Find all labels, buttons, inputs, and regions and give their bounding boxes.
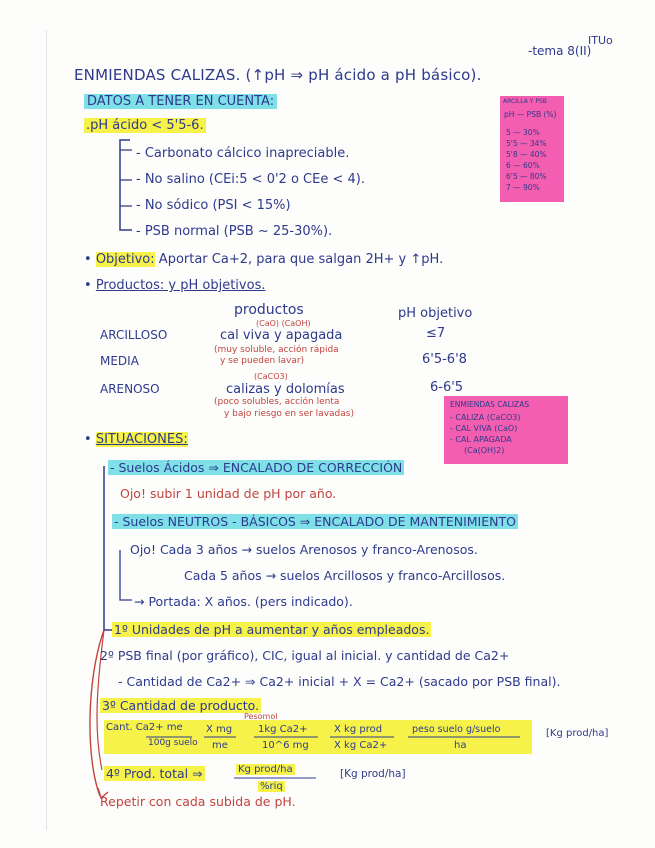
step-3-text: 3º Cantidad de producto. bbox=[102, 698, 260, 713]
row-soil: MEDIA bbox=[100, 354, 139, 368]
situacion-neutros-cada5: Cada 5 años → suelos Arcillosos y franco-Arcillosos. bbox=[184, 568, 506, 583]
step-4-den: %riq bbox=[260, 781, 283, 792]
formula-unit: [Kg prod/ha] bbox=[546, 728, 609, 739]
row-product: calizas y dolomías bbox=[226, 382, 345, 397]
pink-note-psb-row: pH — PSB (%) bbox=[504, 110, 557, 119]
objetivo-text: Aportar Ca+2, para que salgan 2H+ y ↑pH. bbox=[158, 252, 444, 267]
col-productos: productos bbox=[234, 302, 304, 318]
page-title: ENMIENDAS CALIZAS. (↑pH ⇒ pH ácido a pH básico). bbox=[74, 66, 482, 84]
datos-heading: DATOS A TENER EN CUENTA: bbox=[84, 94, 277, 109]
step-1-text: 1º Unidades de pH a aumentar y años empleados. bbox=[114, 622, 430, 637]
formula-f2-num: X mg bbox=[206, 724, 233, 735]
formula-f2-den: me bbox=[212, 740, 228, 751]
pink-note-enmiendas-header: ENMIENDAS CALIZAS bbox=[450, 400, 530, 409]
row-tags: (CaCO3) bbox=[254, 372, 288, 381]
row-note: y se pueden lavar) bbox=[220, 356, 305, 366]
pink-note-psb-row: 5'5 — 34% bbox=[506, 139, 547, 148]
condition-item: - PSB normal (PSB ~ 25-30%). bbox=[136, 224, 333, 239]
situaciones-heading: SITUACIONES: bbox=[95, 432, 188, 447]
formula-f3-top: Pesomol bbox=[244, 712, 278, 721]
pink-note-psb-row: 6'5 — 80% bbox=[506, 172, 547, 181]
formula-f1-den: 100g suelo bbox=[148, 738, 198, 748]
pink-note-psb-row: 6 — 60% bbox=[506, 161, 540, 170]
page-ref-2: -tema 8(II) bbox=[528, 44, 592, 58]
row-note: (poco solubles, acción lenta bbox=[214, 397, 340, 407]
pink-note-enmiendas-row: - CAL APAGADA bbox=[450, 435, 512, 444]
objetivo-line: • Objetivo: Aportar Ca+2, para que salgan 2H+ y ↑pH. bbox=[84, 252, 444, 267]
pink-note-psb-row: 7 — 90% bbox=[506, 183, 540, 192]
formula-f5-den: ha bbox=[454, 740, 467, 751]
ph-acido-text: .pH ácido < 5'5-6. bbox=[86, 118, 204, 133]
pink-note-psb-row: 5 — 30% bbox=[506, 128, 540, 137]
row-note: y bajo riesgo en ser lavadas) bbox=[224, 409, 354, 419]
formula-f3-den: 10^6 mg bbox=[262, 740, 309, 751]
step-2-detail: - Cantidad de Ca2+ ⇒ Ca2+ inicial + X = Ca2+ (sacado por PSB final). bbox=[118, 674, 561, 689]
row-ph: 6-6'5 bbox=[430, 380, 464, 395]
pink-note-psb-row: 5'8 — 40% bbox=[506, 150, 547, 159]
situaciones-line: • SITUACIONES: bbox=[84, 432, 188, 447]
repeat-note: Repetir con cada subida de pH. bbox=[100, 794, 296, 809]
formula-prefix: Cant. Ca2+ me bbox=[106, 722, 183, 733]
formula-f3-num: 1kg Ca2+ bbox=[258, 724, 308, 735]
condition-item: - No sódico (PSI < 15%) bbox=[136, 198, 291, 213]
row-soil: ARCILLOSO bbox=[100, 328, 168, 342]
pink-note-enmiendas-row: - CALIZA (CaCO3) bbox=[450, 413, 521, 422]
col-ph-objetivo: pH objetivo bbox=[398, 306, 473, 321]
row-ph: ≤7 bbox=[426, 326, 446, 341]
condition-item: - Carbonato cálcico inapreciable. bbox=[136, 146, 350, 161]
row-note: (muy soluble, acción rápida bbox=[214, 345, 339, 355]
productos-heading-line: • Productos: y pH objetivos. bbox=[84, 278, 266, 293]
situacion-acidos-text: - Suelos Ácidos ⇒ ENCALADO DE CORRECCIÓN bbox=[110, 460, 403, 475]
situacion-portada: → Portada: X años. (pers indicado). bbox=[134, 594, 353, 609]
row-soil: ARENOSO bbox=[100, 382, 160, 396]
row-tags: (CaO) (CaOH) bbox=[256, 319, 311, 328]
pink-note-enmiendas-row: (Ca(OH)2) bbox=[464, 446, 505, 455]
situacion-acidos-note: Ojo! subir 1 unidad de pH por año. bbox=[120, 486, 337, 501]
step-4-label bbox=[104, 766, 205, 781]
pink-note-psb-header: ARCILLA Y PSB bbox=[503, 98, 547, 105]
row-ph: 6'5-6'8 bbox=[422, 352, 467, 367]
row-product: cal viva y apagada bbox=[220, 328, 343, 343]
objetivo-label: Objetivo: bbox=[95, 252, 155, 267]
situacion-neutros-text: - Suelos NEUTROS - BÁSICOS ⇒ ENCALADO DE MANTENIMIENTO bbox=[114, 514, 516, 529]
step-4-unit: [Kg prod/ha] bbox=[340, 768, 406, 780]
formula-f5-num: peso suelo g/suelo bbox=[412, 724, 501, 735]
formula-f4-num: X kg prod bbox=[334, 724, 383, 735]
condition-item: - No salino (CEi:5 < 0'2 o CEe < 4). bbox=[136, 172, 365, 187]
productos-heading: Productos: y pH objetivos. bbox=[95, 278, 266, 293]
step-4-num: Kg prod/ha bbox=[238, 764, 293, 775]
step-2: 2º PSB final (por gráfico), CIC, igual al inicial. y cantidad de Ca2+ bbox=[100, 648, 510, 663]
situacion-neutros-ojo: Ojo! Cada 3 años → suelos Arenosos y franco-Arenosos. bbox=[130, 542, 478, 557]
page-ref-1: ITUo bbox=[588, 34, 613, 47]
formula-f4-den: X kg Ca2+ bbox=[334, 740, 388, 751]
step-4-text: 4º Prod. total ⇒ bbox=[106, 766, 203, 781]
pink-note-enmiendas-row: - CAL VIVA (CaO) bbox=[450, 424, 518, 433]
